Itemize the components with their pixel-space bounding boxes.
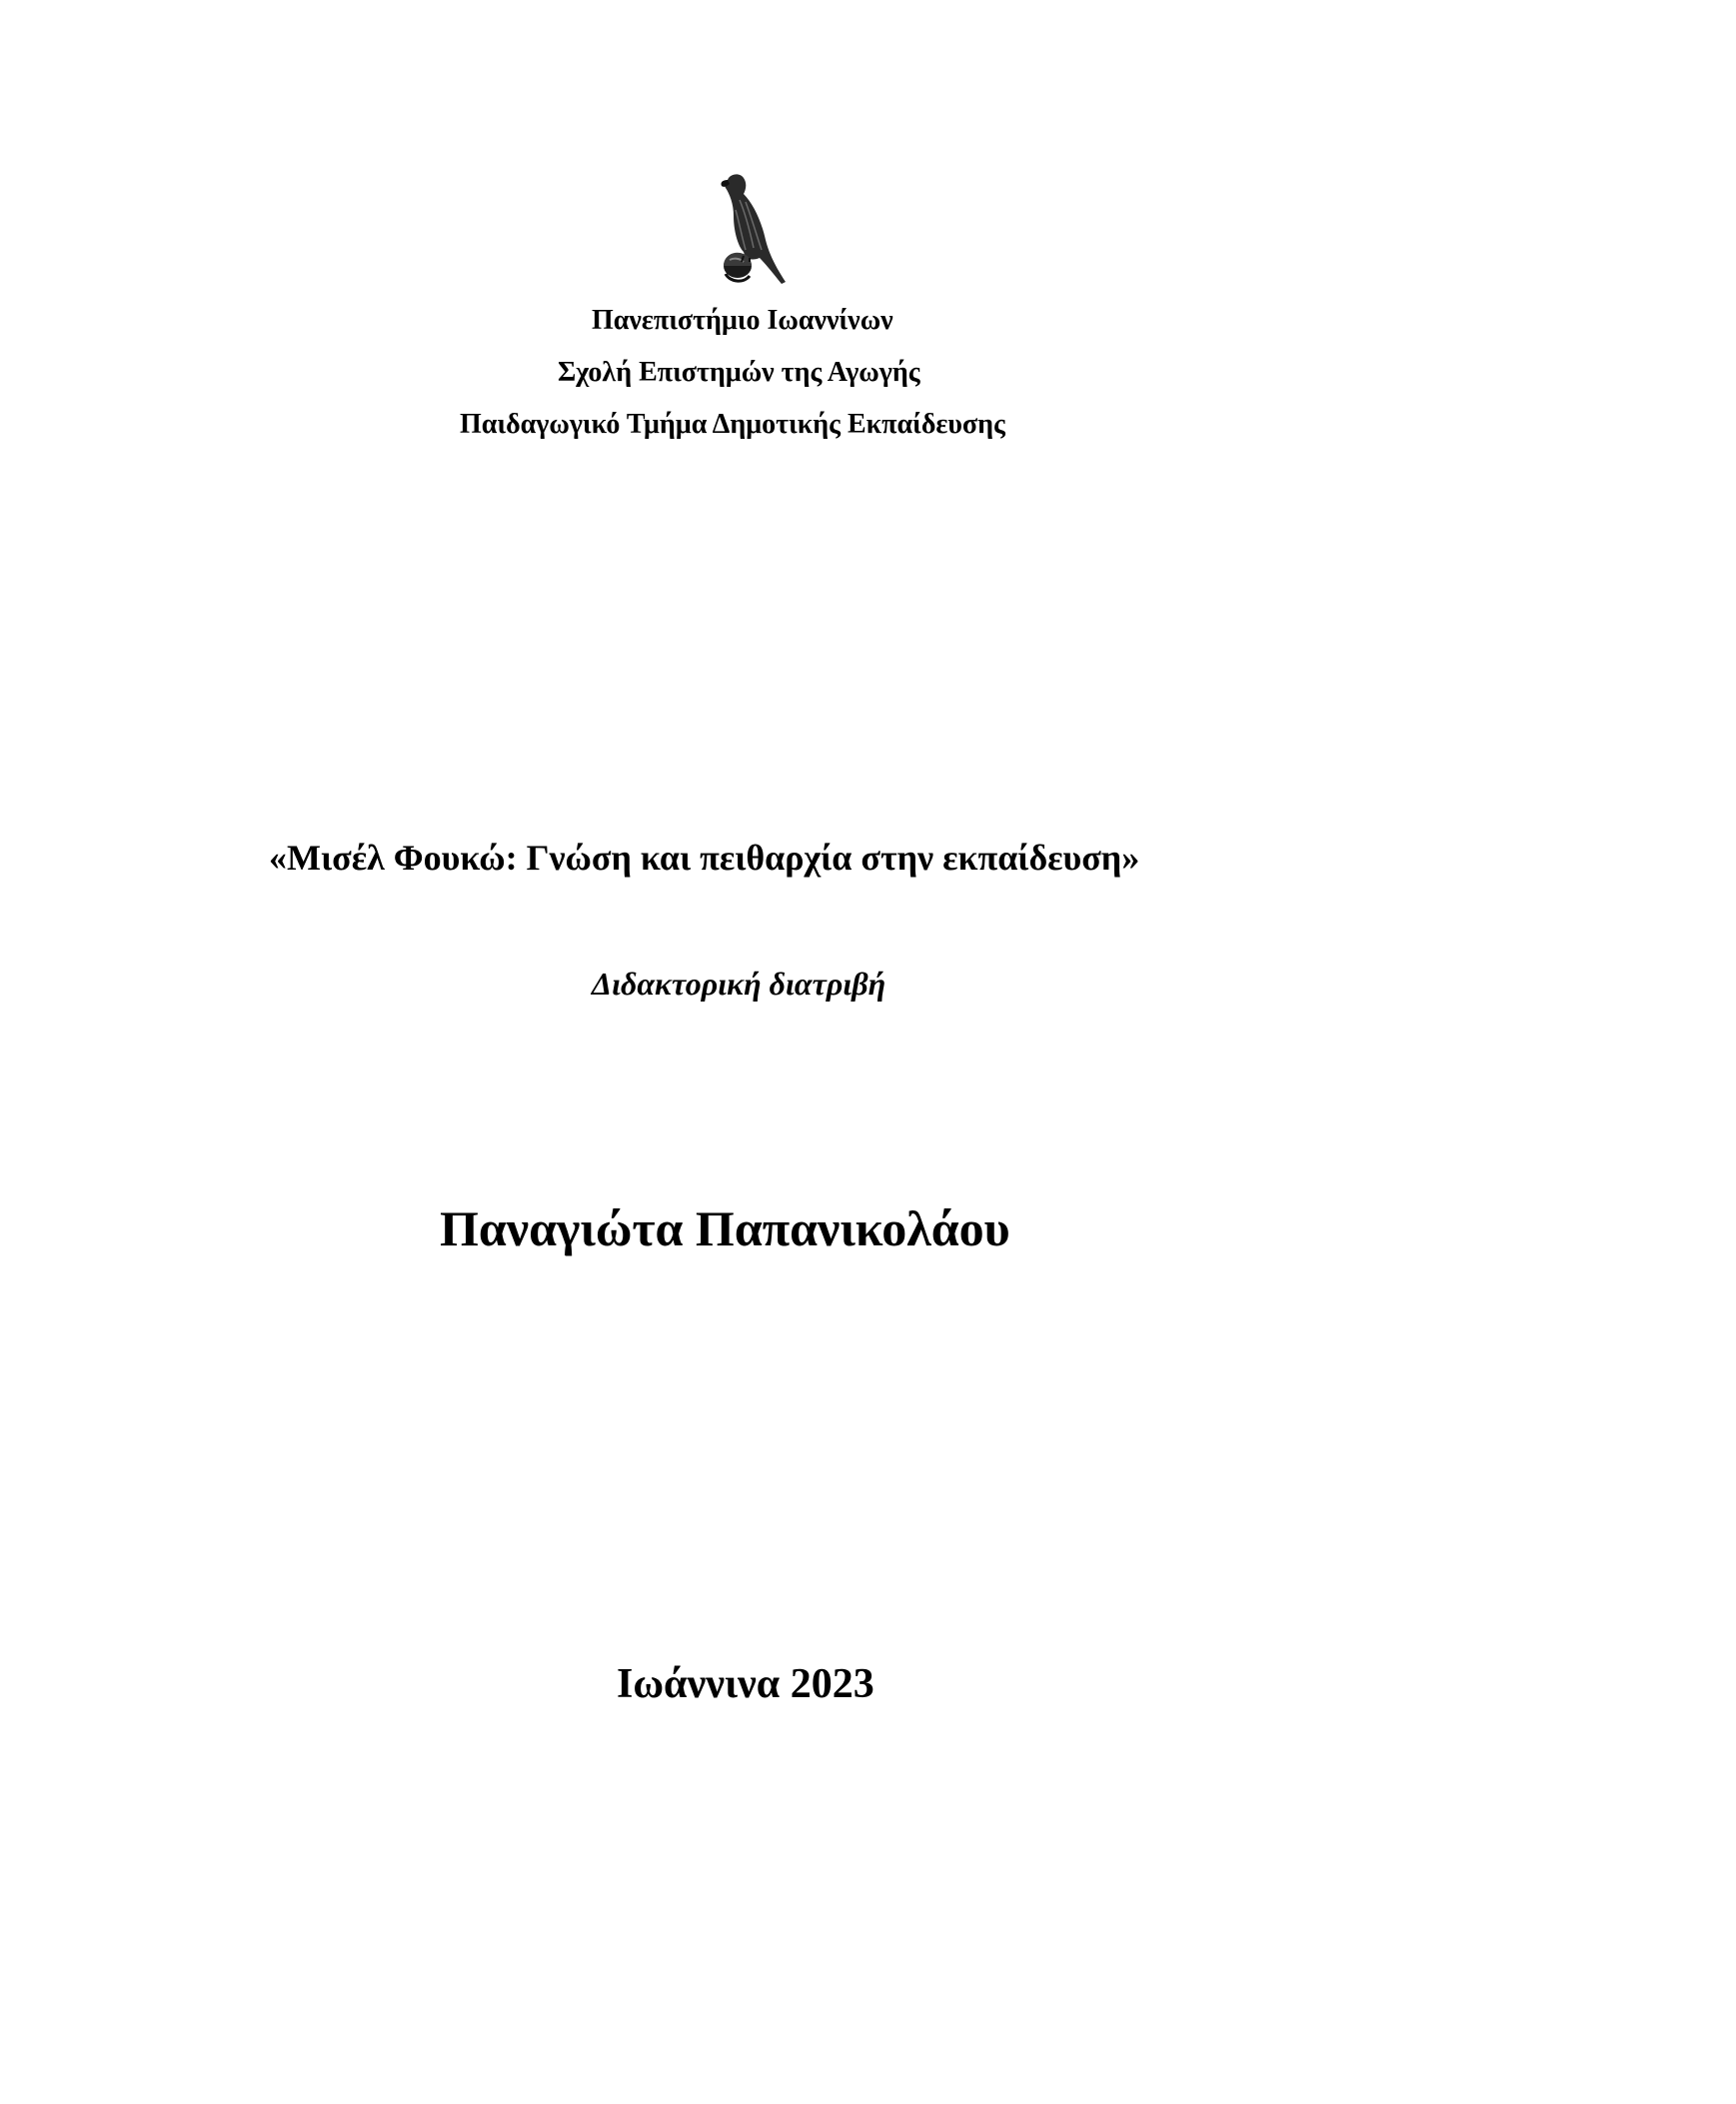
place-year: Ιωάννινα 2023 <box>617 1661 874 1707</box>
department-name: Παιδαγωγικό Τμήμα Δημοτικής Εκπαίδευσης <box>460 409 1005 440</box>
thesis-title: «Μισέλ Φουκώ: Γνώση και πειθαρχία στην εκπαίδευση» <box>269 838 1140 878</box>
thesis-type: Διδακτορική διατριβή <box>592 966 886 1002</box>
university-name: Πανεπιστήμιο Ιωαννίνων <box>592 305 893 336</box>
school-name: Σχολή Επιστημών της Αγωγής <box>558 357 920 388</box>
author-name: Παναγιώτα Παπανικολάου <box>440 1200 1010 1256</box>
owl-emblem-icon <box>700 170 790 295</box>
